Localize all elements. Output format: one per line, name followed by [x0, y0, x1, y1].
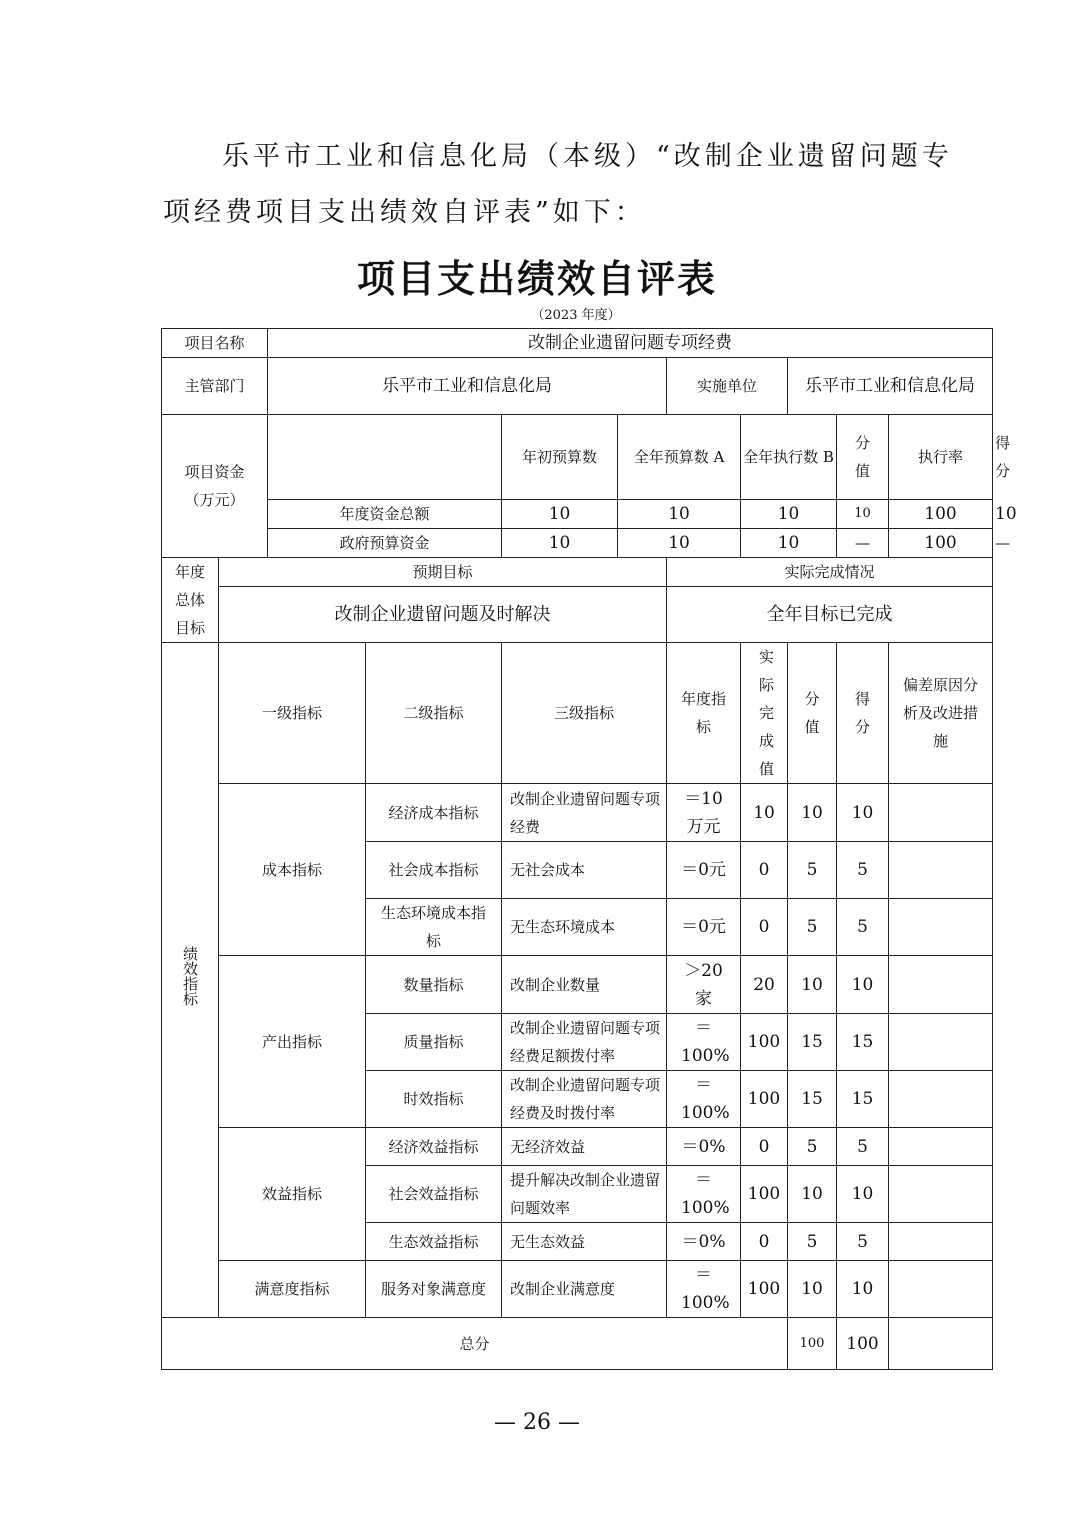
row-target: ＝100%: [667, 1071, 741, 1128]
row-remark: [889, 1128, 993, 1166]
funds-row-executed: 10: [741, 529, 837, 558]
funds-header-budget: 全年预算数 A: [618, 415, 741, 500]
perf-header-l2: 二级指标: [366, 643, 502, 784]
row-value: 10: [788, 784, 837, 842]
funds-row-rate: 100: [889, 529, 993, 558]
row-score: 5: [837, 1128, 889, 1166]
row-target: ＝100%: [667, 1166, 741, 1223]
row-l3: 改制企业遗留问题专项经费及时拨付率: [502, 1071, 667, 1128]
row-actual: 100: [741, 1071, 788, 1128]
row-target: ＝0元: [667, 842, 741, 899]
row-l2: 经济效益指标: [366, 1128, 502, 1166]
row-l2: 生态效益指标: [366, 1223, 502, 1261]
intro-line-2: 项经费项目支出绩效自评表”如下：: [163, 197, 646, 228]
row-l3: 改制企业遗留问题专项经费足额拨付率: [502, 1014, 667, 1071]
row-target: ＝10万元: [667, 784, 741, 842]
row-actual: 0: [741, 1223, 788, 1261]
funds-row-value: —: [837, 529, 889, 558]
funds-row-budget: 10: [618, 500, 741, 529]
row-actual: 20: [741, 956, 788, 1014]
row-score: 15: [837, 1014, 889, 1071]
row-value: 5: [788, 842, 837, 899]
funds-row-name: 年度资金总额: [268, 500, 502, 529]
row-actual: 100: [741, 1261, 788, 1318]
total-value: 100: [788, 1318, 837, 1370]
row-score: 10: [837, 956, 889, 1014]
row-value: 10: [788, 956, 837, 1014]
row-remark: [889, 1223, 993, 1261]
row-target: ＝0元: [667, 899, 741, 956]
total-label: 总分: [162, 1318, 788, 1370]
funds-row-rate: 100: [889, 500, 993, 529]
funds-header-rate: 执行率: [889, 415, 993, 500]
perf-header-target: 年度指标: [667, 643, 741, 784]
page-number: — 26 —: [494, 1410, 580, 1435]
row-l3: 无生态环境成本: [502, 899, 667, 956]
funds-row-initial: 10: [502, 529, 618, 558]
intro-line-1: 乐平市工业和信息化局（本级）“改制企业遗留问题专: [222, 141, 953, 172]
perf-header-actual: 实际完成值: [741, 643, 788, 784]
funds-row-name: 政府预算资金: [268, 529, 502, 558]
perf-label-cell: [162, 643, 219, 1318]
perf-header-value: 分值: [788, 643, 837, 784]
row-l2: 服务对象满意度: [366, 1261, 502, 1318]
row-actual: 10: [741, 784, 788, 842]
row-l3: 改制企业满意度: [502, 1261, 667, 1318]
row-actual: 0: [741, 899, 788, 956]
row-remark: [889, 1166, 993, 1223]
goal-actual-label: 实际完成情况: [667, 558, 993, 587]
row-l2: 社会效益指标: [366, 1166, 502, 1223]
row-remark: [889, 1261, 993, 1318]
funds-header-value: 分值: [837, 415, 889, 500]
goal-label: 年度总体目标: [162, 558, 219, 643]
row-value: 10: [788, 1166, 837, 1223]
row-score: 10: [837, 784, 889, 842]
row-target: ＝100%: [667, 1014, 741, 1071]
row-target: ＞20家: [667, 956, 741, 1014]
row-actual: 100: [741, 1014, 788, 1071]
goal-expected: 改制企业遗留问题及时解决: [219, 587, 667, 643]
project-name-label: 项目名称: [162, 329, 268, 358]
funds-header-initial: 年初预算数: [502, 415, 618, 500]
self-evaluation-table: 项目名称 改制企业遗留问题专项经费 主管部门 乐平市工业和信息化局 实施单位 乐平市工业和信息化局 项目资金 （万元） 年初预算数 全年预算数 A 全年执行数 B 分值 执行率 得分 年度资金总额 10 10 10 10 100 10 政府预算资金 10 10 10 — 100 — 年度总体目标 预期目标 实际完成情况 改制企业遗留问题及时解决 全年目标已完成 绩效指标 一级指标 二级指标 三级指标 年度指标 实际完成值 分值 得分 偏差原因分析及改进措施 成本指标 经济成本指标 改制企业遗留问题专项经费 ＝10万元 10 10 10 社会成本指标 无社会成本 ＝0元 0 5 5 生态环境成本指标 无生态环境成本 ＝0元 0 5 5 产出指标 数量指标 改制企业数量 ＞20家 20 10 10 质量指标 改制企业遗留问题专项经费足额拨付率 ＝100% 100 15 15 时效指标 改制企业遗留问题专项经费及时拨付率 ＝100% 100 15 15 效益指标 经济效益指标 无经济效益 ＝0% 0 5 5 社会效益指标 提升解决改制企业遗留问题效率 ＝100% 100 10 10 生态效益指标 无生态效益 ＝0% 0 5 5 满意度指标 服务对象满意度 改制企业满意度 ＝100% 100 10 10 总分 100 100: [161, 328, 993, 1370]
perf-label: 绩效指标: [181, 945, 199, 1006]
total-score: 100: [837, 1318, 889, 1370]
row-actual: 0: [741, 1128, 788, 1166]
row-value: 5: [788, 1128, 837, 1166]
funds-row-executed: 10: [741, 500, 837, 529]
row-l3: 提升解决改制企业遗留问题效率: [502, 1166, 667, 1223]
funds-header-executed: 全年执行数 B: [741, 415, 837, 500]
project-name: 改制企业遗留问题专项经费: [268, 329, 993, 358]
group-name: 效益指标: [219, 1128, 366, 1261]
row-remark: [889, 1014, 993, 1071]
group-name: 成本指标: [219, 784, 366, 956]
row-remark: [889, 842, 993, 899]
funds-row-budget: 10: [618, 529, 741, 558]
row-l3: 改制企业数量: [502, 956, 667, 1014]
perf-header-l3: 三级指标: [502, 643, 667, 784]
row-l3: 无经济效益: [502, 1128, 667, 1166]
row-l2: 社会成本指标: [366, 842, 502, 899]
row-value: 5: [788, 899, 837, 956]
row-l3: 改制企业遗留问题专项经费: [502, 784, 667, 842]
row-remark: [889, 956, 993, 1014]
page-title: 项目支出绩效自评表: [356, 257, 717, 301]
row-l3: 无生态效益: [502, 1223, 667, 1261]
goal-expected-label: 预期目标: [219, 558, 667, 587]
perf-header-score: 得分: [837, 643, 889, 784]
row-remark: [889, 784, 993, 842]
row-score: 15: [837, 1071, 889, 1128]
row-score: 5: [837, 1223, 889, 1261]
unit-label: 实施单位: [667, 358, 788, 415]
row-l2: 时效指标: [366, 1071, 502, 1128]
row-l2: 质量指标: [366, 1014, 502, 1071]
row-score: 10: [837, 1261, 889, 1318]
row-value: 15: [788, 1071, 837, 1128]
dept-label: 主管部门: [162, 358, 268, 415]
row-score: 5: [837, 842, 889, 899]
funds-row-value: 10: [837, 500, 889, 529]
funds-row-initial: 10: [502, 500, 618, 529]
year-subtitle: （2023 年度）: [531, 308, 621, 323]
row-target: ＝0%: [667, 1223, 741, 1261]
perf-header-l1: 一级指标: [219, 643, 366, 784]
row-l2: 数量指标: [366, 956, 502, 1014]
row-actual: 100: [741, 1166, 788, 1223]
row-remark: [889, 899, 993, 956]
group-name: 满意度指标: [219, 1261, 366, 1318]
goal-actual: 全年目标已完成: [667, 587, 993, 643]
dept-value: 乐平市工业和信息化局: [268, 358, 667, 415]
row-score: 10: [837, 1166, 889, 1223]
group-name: 产出指标: [219, 956, 366, 1128]
row-l2: 生态环境成本指标: [366, 899, 502, 956]
row-target: ＝100%: [667, 1261, 741, 1318]
funds-unit: （万元）: [184, 491, 245, 509]
row-l3: 无社会成本: [502, 842, 667, 899]
row-remark: [889, 1071, 993, 1128]
total-remark: [889, 1318, 993, 1370]
funds-label-cell: [162, 415, 268, 558]
row-score: 5: [837, 899, 889, 956]
perf-header-remark: 偏差原因分析及改进措施: [889, 643, 993, 784]
row-actual: 0: [741, 842, 788, 899]
row-value: 15: [788, 1014, 837, 1071]
unit-value: 乐平市工业和信息化局: [788, 358, 993, 415]
funds-corner: [268, 415, 502, 500]
row-value: 10: [788, 1261, 837, 1318]
row-l2: 经济成本指标: [366, 784, 502, 842]
row-target: ＝0%: [667, 1128, 741, 1166]
row-value: 5: [788, 1223, 837, 1261]
funds-label: 项目资金: [184, 463, 245, 481]
